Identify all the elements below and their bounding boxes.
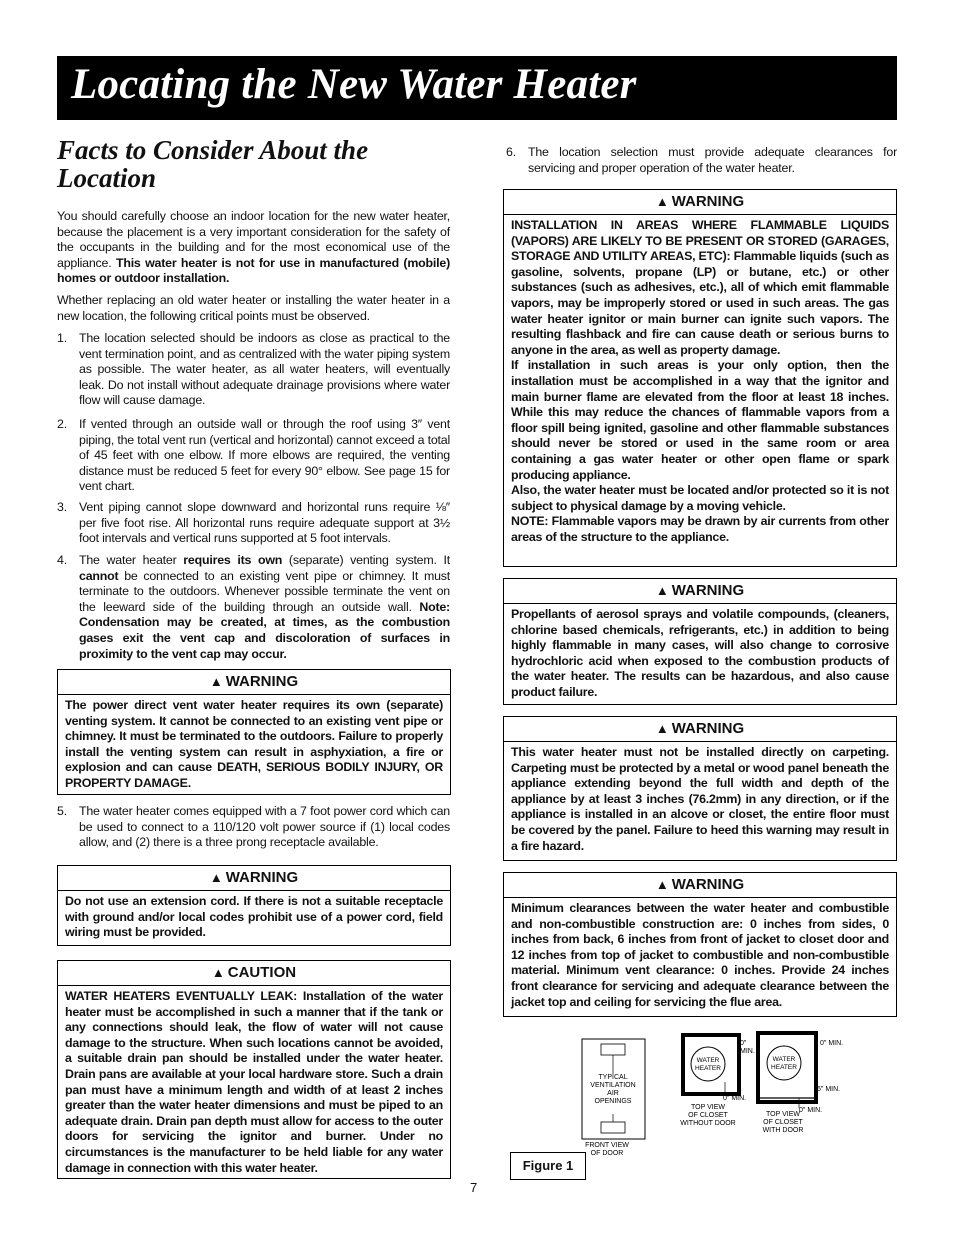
warning-triangle-icon: ▲ bbox=[209, 870, 223, 885]
svg-text:TOP VIEW: TOP VIEW bbox=[766, 1111, 800, 1118]
vent-opening-top bbox=[601, 1044, 625, 1055]
front-view-label: OF DOOR bbox=[590, 1150, 624, 1157]
water-heater-symbol bbox=[767, 1046, 801, 1080]
warning-triangle-icon: ▲ bbox=[655, 583, 669, 598]
svg-text:WATER: WATER bbox=[772, 1056, 796, 1063]
svg-text:HEATER: HEATER bbox=[771, 1064, 797, 1071]
warning-triangle-icon: ▲ bbox=[655, 194, 669, 209]
svg-text:OF CLOSET: OF CLOSET bbox=[688, 1112, 728, 1119]
front-view-label: FRONT VIEW bbox=[585, 1142, 629, 1149]
list-item: 1. The location selected should be indoors as close as practical to the vent termination point, and as centralized with the water piping system as possible. The water heater, as all water heaters, will eventually leak. Do not install without adequate drainage provisions where water flow will cause damage. bbox=[57, 331, 450, 408]
list-item: 6. The location selection must provide adequate clearances for servicing and proper operation of the water heater. bbox=[506, 145, 897, 175]
door-outline bbox=[582, 1039, 645, 1139]
list-item: 3. Vent piping cannot slope downward and horizontal runs require ⅛″ per five foot rise. All horizontal runs require adequate support at 3½ foot intervals and vertical runs supported at 5 foot intervals. bbox=[57, 500, 450, 546]
svg-text:MIN.: MIN. bbox=[740, 1048, 755, 1055]
vent-label: VENTILATION bbox=[590, 1082, 636, 1089]
svg-text:6" MIN.: 6" MIN. bbox=[817, 1086, 841, 1093]
title-banner bbox=[57, 56, 897, 120]
svg-text:0": 0" bbox=[740, 1040, 747, 1047]
warning-triangle-icon: ▲ bbox=[655, 721, 669, 736]
warning-triangle-icon: ▲ bbox=[209, 674, 223, 689]
warning-box: ▲ WARNING Minimum clearances between the water heater and combustible and non-combustible construction are: 0 inches from sides, 0 inches from back, 6 inches from front of jacket to closet door and 12 inches from top of jacket to combustible and non-combustible material. Minimum vent clearance: 0 inches. Provide 24 inches front clearance for servicing and adequate clearance between the jacket top and ceiling for servicing the flue area. bbox=[503, 872, 897, 1017]
svg-text:WATER: WATER bbox=[696, 1057, 720, 1064]
warning-box: ▲ WARNING The power direct vent water heater requires its own (separate) venting system. It cannot be connected to an existing vent pipe or chimney. It must be terminated to the outdoors. Failure to properly install the venting system can result in asphyxiation, a fire or explosion and can cause DEATH, SERIOUS BODILY INJURY, OR PROPERTY DAMAGE. bbox=[57, 669, 451, 795]
figure-label: Figure 1 bbox=[510, 1152, 586, 1180]
intro-paragraph: You should carefully choose an indoor location for the new water heater, because the placement is a very important consideration for the safety of the occupants in the building and for the most economical use of the appliance. This water heater is not for use in manufactured (mobile) homes or outdoor installation. bbox=[57, 209, 451, 286]
warning-box: ▲ WARNING Do not use an extension cord. If there is not a suitable receptacle with ground and/or local codes prohibit use of a power cord, field wiring must be provided. bbox=[57, 865, 451, 946]
vent-label: AIR bbox=[607, 1090, 619, 1097]
warning-triangle-icon: ▲ bbox=[655, 877, 669, 892]
intro-paragraph-2: Whether replacing an old water heater or installing the water heater in a new location, the following critical points must be observed. bbox=[57, 293, 450, 323]
svg-text:WITH DOOR: WITH DOOR bbox=[762, 1127, 804, 1134]
page-title: Locating the New Water Heater bbox=[71, 61, 637, 108]
vent-opening-bottom bbox=[601, 1122, 625, 1133]
section-title: Facts to Consider About the Location bbox=[57, 135, 369, 193]
svg-text:TOP VIEW: TOP VIEW bbox=[691, 1104, 725, 1111]
water-heater-symbol bbox=[691, 1047, 725, 1081]
list-item: 4. The water heater requires its own (separate) venting system. It cannot be connected to an existing vent pipe or chimney. It must terminate to the outdoors. Whenever possible terminate the vent on the leeward side of the building through an outside wall. Note: Condensation may be created, at times, as the combustion gases exit the vent cap and discoloration of surfaces in proximity to the vent cap may occur. bbox=[57, 553, 450, 661]
warning-triangle-icon: ▲ bbox=[211, 965, 225, 980]
list-item: 5. The water heater comes equipped with a 7 foot power cord which can be used to connect to a 110/120 volt power source if (1) local codes allow, and (2) there is a three prong receptacle available. bbox=[57, 804, 450, 850]
warning-box: ▲ WARNING This water heater must not be installed directly on carpeting. Carpeting must be protected by a metal or wood panel beneath the appliance extending beyond the full width and depth of the appliance by at least 3 inches (76.2mm) in any direction, or if the appliance is installed in an alcove or closet, the entire floor must be covered by the panel. Failure to heed this warning may result in a fire hazard. bbox=[503, 716, 897, 861]
caution-box: ▲ CAUTION WATER HEATERS EVENTUALLY LEAK: Installation of the water heater must be accomplished in such a manner that if the tank or any connections should leak, the flow of water will not cause damage to the structure. When such locations cannot be avoided, a suitable drain pan should be installed under the water heater. Drain pans are available at your local hardware store. Such a drain pan must have a minimum length and width of at least 2 inches greater than the water heater dimensions and must be piped to an adequate drain. Drain pan depth must allow for access to the outer doors for servicing the ignitor and burner. Under no circumstances is the manufacturer to be held liable for any water damage in connection with this water heater. bbox=[57, 960, 451, 1179]
svg-text:WITHOUT DOOR: WITHOUT DOOR bbox=[680, 1120, 736, 1127]
warning-box: ▲ WARNING Propellants of aerosol sprays and volatile compounds, (cleaners, chlorine based chemicals, refrigerants, etc.) in addition to being highly flammable in many cases, will also change to corrosive hydrochloric acid when exposed to the combustion products of the water heater. The results can be hazardous, and also cause product failure. bbox=[503, 578, 897, 705]
svg-text:0" MIN.: 0" MIN. bbox=[820, 1040, 844, 1047]
warning-box: ▲ WARNING INSTALLATION IN AREAS WHERE FLAMMABLE LIQUIDS (VAPORS) ARE LIKELY TO BE PRESENT OR STORED (GARAGES, STORAGE AND UTILITY AREAS, ETC): Flammable liquids (such as gasoline, solvents, propane (LP) or butane, etc.) or other substances (such as adhesives, etc.), all of which emit flammable vapors, may be improperly stored or used in such areas. The gas water heater ignitor or main burner can ignite such vapors. The resulting flashback and fire can cause death or serious burns to anyone in the area, as well as property damage. If installation in such areas is your only option, then the installation must be accomplished in a way that the ignitor and main burner flame are elevated from the floor at least 18 inches. While this may reduce the chances of flammable vapors from a floor spill being ignited, gasoline and other flammable substances should never be stored or used in the same room or area containing a gas water heater or other open flame or spark producing appliance. Also, the water heater must be located and/or protected so it is not subject to physical damage by a moving vehicle. NOTE: Flammable vapors may be drawn by air currents from other areas of the structure to the appliance. bbox=[503, 189, 897, 567]
vent-label: OPENINGS bbox=[594, 1098, 632, 1105]
list-item: 2. If vented through an outside wall or through the roof using 3″ vent piping, the total vent run (vertical and horizontal) cannot exceed a total of 45 feet with one elbow. If more elbows are required, the venting distance must be reduced 5 feet for every 90° elbow. See page 15 for vent chart. bbox=[57, 417, 450, 494]
svg-text:HEATER: HEATER bbox=[695, 1065, 721, 1072]
page-number: 7 bbox=[470, 1180, 478, 1195]
svg-text:0" MIN.: 0" MIN. bbox=[723, 1095, 747, 1102]
svg-text:OF CLOSET: OF CLOSET bbox=[763, 1119, 803, 1126]
vent-label: TYPICAL bbox=[598, 1074, 628, 1081]
svg-text:0" MIN.: 0" MIN. bbox=[799, 1107, 823, 1114]
